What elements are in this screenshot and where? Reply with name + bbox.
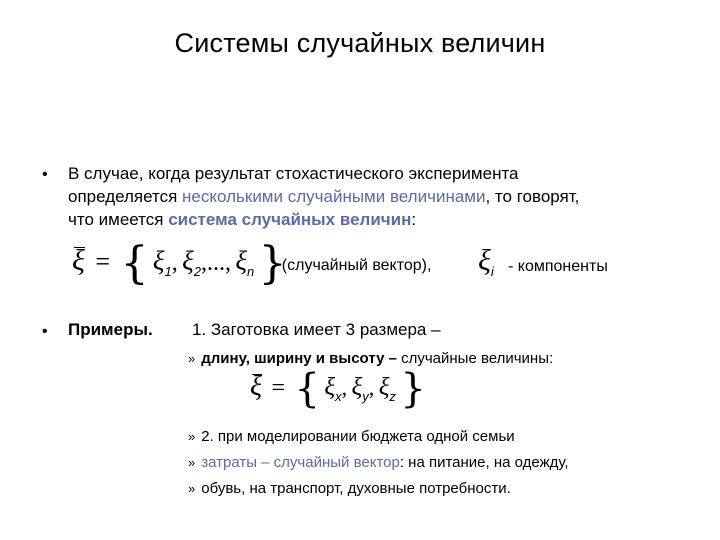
formula2-left-brace: { <box>294 366 320 412</box>
example-2 <box>188 428 515 445</box>
para1-line2 <box>68 186 579 207</box>
formula2-comma-1: , <box>341 375 348 400</box>
example-1-subitem <box>188 350 553 367</box>
formula1-lhs-xi: ξ <box>72 244 85 277</box>
slide-title: Системы случайных величин <box>174 28 546 58</box>
formula1-sub-2: 2 <box>193 264 201 279</box>
para1-line3 <box>68 209 416 230</box>
para1-line3-c: : <box>411 210 417 229</box>
example-3-random-vector: затраты – случайный вектор <box>201 454 400 471</box>
formula1-comma-1: , <box>171 250 178 276</box>
formula2-sub-x: x <box>335 389 342 404</box>
formula-dimensions <box>250 366 426 412</box>
formula2-lhs-xi: ξ <box>250 371 262 402</box>
formula2-comma-2: , <box>368 375 375 400</box>
formula1-ellipsis: ,..., <box>200 250 231 276</box>
subitem-marker: » <box>188 429 196 444</box>
formula1-xi-2: ξ <box>182 246 194 276</box>
formula2-xi-z: ξ <box>378 374 390 401</box>
formula1-components-label: - компоненты <box>508 258 608 275</box>
formula1-right-brace: } <box>258 238 287 289</box>
para1-highlight-system: система случайных величин <box>168 210 412 229</box>
formula1-equals: = <box>95 247 110 276</box>
para1-line2-a: определяется <box>68 187 183 206</box>
example-4 <box>188 480 511 497</box>
subitem-marker: » <box>188 351 196 366</box>
formula2-equals: = <box>271 375 285 401</box>
subitem-marker: » <box>188 455 196 470</box>
example-1-dimensions: длину, ширину и высоту – <box>201 350 397 367</box>
para1-highlight-multiple-variables: несколькими случайными величинами <box>182 187 486 206</box>
formula-random-vector <box>72 238 287 289</box>
para1-line3-a: что имеется <box>68 210 169 229</box>
example-1: 1. Заготовка имеет 3 размера – <box>192 320 441 339</box>
example-4-text: обувь, на транспорт, духовные потребности. <box>201 480 511 497</box>
para1-line1: В случае, когда результат стохастического эксперимента <box>68 164 519 183</box>
formula1-xi-n: ξ <box>235 246 247 276</box>
formula1-xi-i: ξ <box>478 244 491 277</box>
para1-line2-c: , то говорят, <box>485 187 580 206</box>
formula2-sub-y: y <box>362 389 369 404</box>
subitem-marker: » <box>188 481 196 496</box>
formula-component <box>478 244 494 279</box>
formula1-sub-1: 1 <box>164 264 172 279</box>
example-3 <box>188 454 569 471</box>
formula1-description: - (случайный вектор), <box>272 257 432 274</box>
example-3-text: : на питание, на одежду, <box>399 454 569 471</box>
bullet-2: • <box>42 323 48 340</box>
bullet-1: • <box>42 166 48 183</box>
example-2-text: 2. при моделировании бюджета одной семьи <box>201 428 515 445</box>
formula2-sub-z: z <box>389 389 396 404</box>
formula1-sub-n: n <box>246 264 255 279</box>
formula1-left-brace: { <box>120 238 149 289</box>
formula1-sub-i: i <box>490 264 494 279</box>
formula2-xi-x: ξ <box>324 374 336 401</box>
formula2-xi-y: ξ <box>351 374 363 401</box>
example-1-random-values: случайные величины: <box>396 350 554 367</box>
formula2-right-brace: } <box>400 366 426 412</box>
formula1-xi-1: ξ <box>152 246 165 276</box>
examples-label: Примеры. <box>68 320 153 339</box>
